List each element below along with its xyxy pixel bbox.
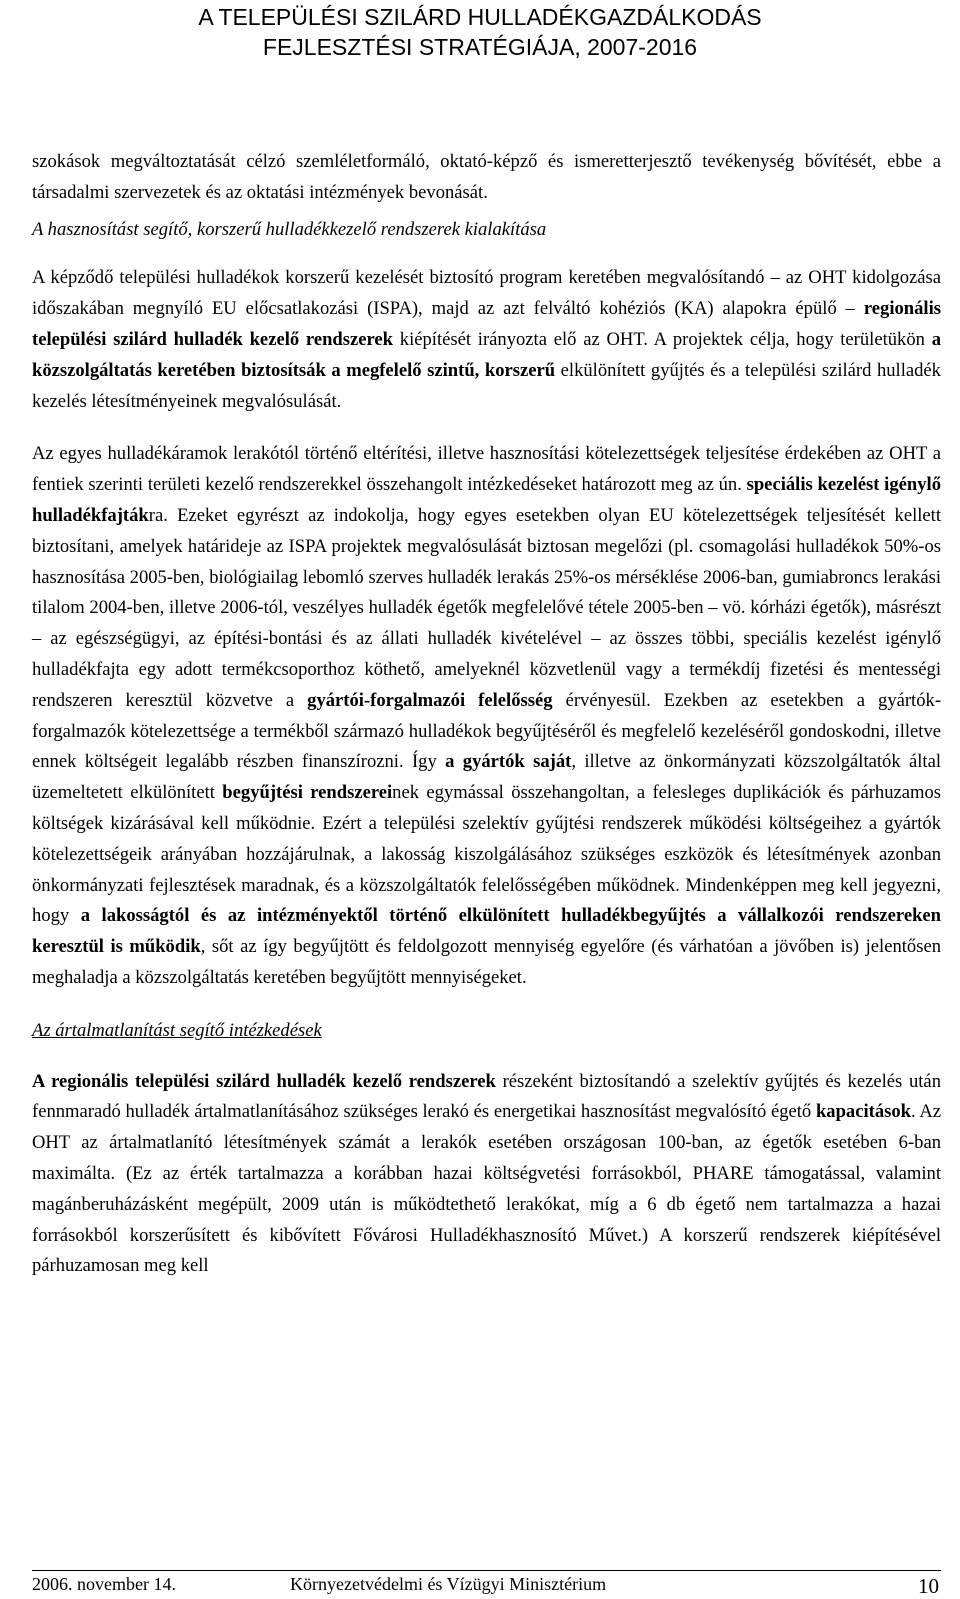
- document-header: [0, 2, 960, 62]
- text-span: . Az OHT az ártalmatlanító létesítmények számát a lerakók esetében országosan 100-ban, az égetők esetében 6-ban maximálta. (Ez az érték tartalmazza a korábban hazai költségvetési forrásokból, PHARE támogatással, valamint magánberuházásként megépült, 2009 után is működtethető lerakókat, míg a 6 db égető nem tartalmazza a hazai forrásokból korszerűsített és kibővített Fővárosi Hulladékhasznosító Művet.) A korszerű rendszerek kiépítésével párhuzamosan meg kell: [32, 1101, 942, 1277]
- bold-span: A regionális települési szilárd hulladék kezelő rendszerek: [32, 1070, 496, 1092]
- header-title-line1: A TELEPÜLÉSI SZILÁRD HULLADÉKGAZDÁLKODÁS: [198, 4, 762, 30]
- text-span: A képződő települési hulladékok korszerű kezelését biztosító program keretében megvalósítandó – az OHT kidolgozása időszakában megnyíló EU előcsatlakozási (ISPA), majd az azt felváltó kohéziós (KA) alapokra épülő –: [32, 267, 941, 320]
- text-span: ra. Ezeket egyrészt az indokolja, hogy egyes esetekben olyan EU kötelezettségek teljesítését kellett biztosítani, amelyek határideje az ISPA projektek megvalósulását biztosan megelőzi (pl. csomagolási hulladékok 50%-os hasznosítása 2005-ben, biológiailag lebomló szerves hulladék lerakás 25%-os mérséklése 2006-ban, gumiabroncs lerakási tilalom 2004-ben, illetve 2006-tól, veszélyes hulladék égetők megfelelővé tétele 2005-ben – vö. kórházi égetők), másrészt – az egészségügyi, az építési-bontási és az állati hulladék kivételével – az összes többi, speciális kezelést igénylő hulladékfajta egy adott termékcsoporthoz köthető, amelyeknél közvetlenül vagy a termékdíj fizetési és mentességi rendszeren keresztül közvetve a: [32, 504, 941, 711]
- document-body: [32, 147, 941, 1282]
- section-heading-disposal: Az ártalmatlanítást segítő intézkedések: [32, 1019, 322, 1041]
- text-span: , sőt az így begyűjtött és feldolgozott mennyiség egyelőre (és várhatóan a jövőben is) jelentősen meghaladja a közszolgáltatás keretében begyűjtött mennyiségeket.: [32, 936, 942, 988]
- text-span: Az egyes hulladékáramok lerakótól történő eltérítési, illetve hasznosítási kötelezettségek teljesítése érdekében az OHT a fentiek szerinti területi kezelő rendszerekkel összehangolt intézkedéseket határozott meg az ún.: [32, 443, 941, 496]
- intro-paragraph: szokások megváltoztatását célzó szemléletformáló, oktató-képző és ismeretterjesztő tevékenység bővítését, ebbe a társadalmi szervezetek és az oktatási intézmények bevonását.: [32, 151, 941, 203]
- page-number: 10: [918, 1574, 939, 1598]
- bold-span: begyűjtési rendszerei: [222, 782, 393, 804]
- bold-span: speciális kezelést igénylő hulladékfajták: [32, 474, 941, 526]
- footer-date: 2006. november 14.: [32, 1574, 176, 1594]
- bold-span: a közszolgáltatás keretében biztosítsák a megfelelő szintű, korszerű: [32, 328, 941, 381]
- paragraph-regional-systems: [32, 263, 941, 417]
- header-title-line2: FEJLESZTÉSI STRATÉGIÁJA, 2007-2016: [262, 34, 698, 60]
- paragraph-special-waste: [32, 439, 941, 993]
- bold-span: a lakosságtól és az intézményektől történő elkülönített hulladékbegyűjtés a vállalkozói rendszereken keresztül is működik: [32, 905, 942, 958]
- footer-divider: [32, 1570, 941, 1571]
- document-footer: [32, 1552, 941, 1596]
- bold-span: kapacitások: [815, 1101, 911, 1123]
- footer-ministry: Környezetvédelmi és Vízügyi Minisztérium: [290, 1574, 607, 1594]
- bold-span: a gyártók saját: [445, 751, 572, 773]
- text-span: , illetve az önkormányzati közszolgáltatók által üzemeltetett elkülönített: [32, 751, 941, 804]
- text-span: kiépítését irányozta elő az OHT. A projektek célja, hogy területükön: [393, 328, 932, 350]
- paragraph-disposal-capacity: [32, 1067, 941, 1283]
- text-span: nek egymással összehangoltan, a felesleges duplikációk és párhuzamos költségek kizárásával kell működnie. Ezért a települési szelektív gyűjtési rendszerek működési költségeihez a gyártók kötelezettségeik arányában hozzájárulnak, a lakosság kiszolgálásához szükséges eszközök és létesítmények azonban önkormányzati fejlesztések maradnak, és a közszolgáltatók felelősségében működnek. Mindenképpen meg kell jegyezni, hogy: [32, 782, 941, 927]
- text-span: elkülönített gyűjtés és a települési szilárd hulladék kezelés létesítményeinek megvalósulását.: [32, 359, 941, 412]
- bold-span: gyártói-forgalmazói felelősség: [307, 689, 553, 711]
- text-span: érvényesül. Ezekben az esetekben a gyártók-forgalmazók kötelezettsége a termékből származó hulladékok begyűjtéséről és megfelelő kezeléséről gondoskodni, illetve ennek költségeit legalább részben finanszírozni. Így: [32, 689, 942, 773]
- section-heading-recovery: A hasznosítást segítő, korszerű hulladékkezelő rendszerek kialakítása: [32, 218, 547, 240]
- bold-span: regionális települési szilárd hulladék kezelő rendszerek: [32, 298, 941, 350]
- text-span: részeként biztosítandó a szelektív gyűjtés és kezelés után fennmaradó hulladék ártalmatlanításához szükséges lerakó és energetikai hasznosítást megvalósító égető: [32, 1070, 941, 1123]
